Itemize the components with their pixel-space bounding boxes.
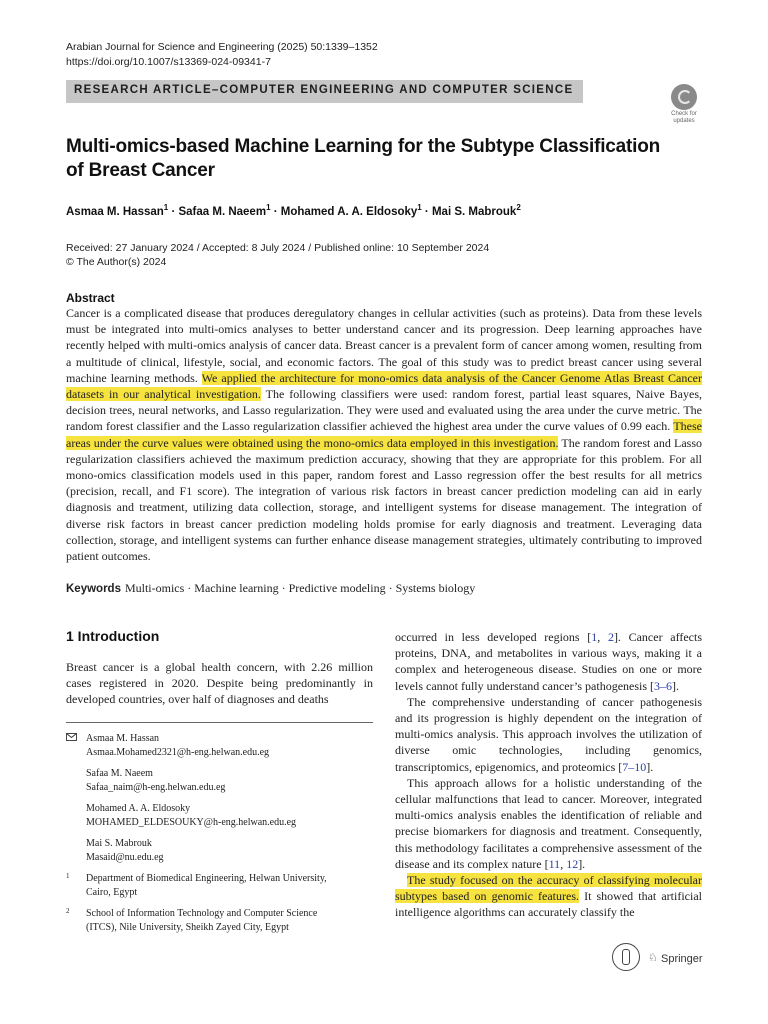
intro-paragraph bbox=[395, 775, 702, 872]
journal-citation: Arabian Journal for Science and Engineering (2025) 50:1339–1352 bbox=[66, 41, 378, 53]
affiliation-line: Department of Biomedical Engineering, Helwan University, bbox=[86, 873, 327, 884]
author-name[interactable]: Safaa M. Naeem bbox=[178, 205, 267, 218]
intro-paragraph: Breast cancer is a global health concern, with 2.26 million cases registered in 2020. Despite being predominantly in developed countries, over half of diagnoses and deaths bbox=[66, 660, 373, 707]
article-type-banner bbox=[66, 80, 583, 103]
author-list bbox=[66, 203, 521, 218]
footnote-divider bbox=[66, 722, 373, 723]
contact-name: Safaa M. Naeem bbox=[86, 768, 153, 779]
contact-email[interactable]: MOHAMED_ELDESOUKY@h-eng.helwan.edu.eg bbox=[86, 816, 297, 828]
journal-header bbox=[66, 40, 378, 70]
section-heading-introduction: 1 Introduction bbox=[66, 628, 160, 644]
paragraph-text: , bbox=[597, 630, 608, 644]
abstract-text: The random forest and Lasso regularization classifiers achieved the maximum prediction accuracy, showing that they are appropriate for this problem. For all mono-omics classification models used in this paper, random forest and Lasso regression offer the best results for all metrics (precision, recall, and F1 score). The integration of various risk factors in breast cancer prediction modeling can aid in early diagnosis and treatment, utilizing data collection, storage, and intelligent systems for disease management. The integration of diverse risk factors in breast cancer prediction modeling holds promise for early diagnosis and treatment. Leveraging data collection, storage, and intelligent systems can further enhance disease management strategies, ultimately contributing to improved patient outcomes. bbox=[66, 435, 702, 564]
highlighted-text: The study focused on the accuracy of classifying molecular subtypes based on genomic features. bbox=[395, 873, 702, 904]
paragraph-text: ]. bbox=[578, 856, 586, 871]
paragraph-text: ]. bbox=[672, 678, 680, 693]
title-line-2: of Breast Cancer bbox=[66, 160, 215, 181]
paragraph-text: The comprehensive understanding of cancer pathogenesis and its progression is highly dependent on the integration of multi-omics analysis. This approach involves the utilization of diverse omic technologies, including genomics, transcriptomics, epigenomics, and proteomics [ bbox=[395, 694, 702, 774]
paragraph-text: ]. bbox=[646, 759, 654, 774]
citation-link[interactable]: 2 bbox=[607, 630, 614, 644]
contact-name: Asmaa M. Hassan bbox=[86, 733, 160, 744]
paragraph-text: This approach allows for a holistic understanding of the cellular malfunctions that lead to cancer. Moreover, integrated multi-omics analysis enables the identification of reliable and precise biomarkers for diagnosis and treatment. Consequently, this methodology facilitates a comprehensive assessment of the disease and its complex nature [ bbox=[395, 775, 702, 871]
citation-link[interactable]: 7–10 bbox=[622, 759, 647, 774]
affiliation-line: (ITCS), Nile University, Sheikh Zayed City, Egypt bbox=[86, 921, 289, 933]
envelope-icon bbox=[66, 733, 77, 741]
contact-entry bbox=[86, 837, 373, 864]
affiliation-number: 2 bbox=[66, 907, 70, 915]
highlighted-text: We applied the architecture for mono-omics data analysis of the Cancer Genome Atlas Breast Cancer datasets in our analytical investigation. bbox=[66, 370, 702, 402]
citation-link[interactable]: 12 bbox=[566, 856, 579, 871]
author-contacts bbox=[66, 732, 373, 942]
author-name[interactable]: Mai S. Mabrouk bbox=[431, 205, 517, 218]
doi-link[interactable]: https://doi.org/10.1007/s13369-024-09341-7 bbox=[66, 56, 271, 68]
author-name[interactable]: Mohamed A. A. Eldosoky bbox=[280, 205, 418, 218]
paper-title bbox=[66, 135, 666, 183]
history-dates: Received: 27 January 2024 / Accepted: 8 July 2024 / Published online: 10 September 2024 bbox=[66, 242, 490, 254]
author-affiliation-mark: 1 bbox=[417, 203, 422, 212]
intro-paragraph bbox=[395, 629, 702, 694]
paragraph-text: occurred in less developed regions [ bbox=[395, 630, 592, 644]
page-ornament-icon bbox=[612, 943, 640, 971]
intro-paragraph bbox=[395, 872, 702, 921]
affiliation-line: Cairo, Egypt bbox=[86, 886, 138, 898]
contact-entry bbox=[86, 767, 373, 794]
publication-dates bbox=[66, 241, 489, 269]
abstract-text: Cancer is a complicated disease that produces deregulatory changes in cellular activities (such as proteins). Data from these levels must be integrated into multi-omics analyses to better understand cancer and its progression. Deep learning approaches have recently helped with multi-omics analysis of cancer data. Breast cancer is a prevalent form of cancer among women, resulting from a multitude of clinical, lifestyle, social, and economic factors. The goal of this study was to predict breast cancer using several machine learning methods. bbox=[66, 306, 702, 385]
contact-entry bbox=[86, 802, 373, 829]
contact-email[interactable]: Asmaa.Mohamed2321@h-eng.helwan.edu.eg bbox=[86, 746, 270, 758]
citation-link[interactable]: 1 bbox=[591, 630, 598, 644]
author-separator: · bbox=[270, 205, 281, 218]
publisher-name: Springer bbox=[661, 953, 703, 965]
contact-name: Mai S. Mabrouk bbox=[86, 838, 152, 849]
paragraph-text: , bbox=[560, 856, 567, 871]
intro-paragraph bbox=[395, 694, 702, 775]
keywords-label: Keywords bbox=[66, 583, 121, 595]
contact-email[interactable]: Masaid@nu.edu.eg bbox=[86, 851, 164, 863]
copyright-line: © The Author(s) 2024 bbox=[66, 256, 167, 268]
abstract-body bbox=[66, 305, 702, 564]
author-name[interactable]: Asmaa M. Hassan bbox=[66, 205, 164, 218]
paragraph-text: It showed that artificial intelligence algorithms can accurately classify the bbox=[395, 889, 702, 920]
highlighted-text: These areas under the curve values were obtained using the mono-omics data employed in this investigation. bbox=[66, 419, 702, 450]
author-separator: · bbox=[168, 205, 179, 218]
check-updates-icon bbox=[671, 84, 697, 110]
contact-name: Mohamed A. A. Eldosoky bbox=[86, 803, 191, 814]
author-separator: · bbox=[421, 205, 432, 218]
check-for-updates-badge[interactable] bbox=[664, 84, 704, 124]
article-type-label: RESEARCH ARTICLE–COMPUTER ENGINEERING AND COMPUTER SCIENCE bbox=[74, 84, 574, 96]
right-column bbox=[395, 629, 702, 921]
affiliation-entry bbox=[66, 907, 373, 934]
affiliation-line: School of Information Technology and Computer Science bbox=[86, 908, 318, 919]
citation-link[interactable]: 11 bbox=[548, 856, 561, 871]
author-affiliation-mark: 1 bbox=[266, 203, 271, 212]
paragraph-text: ]. Cancer affects proteins, DNA, and metabolites in various ways, making it a complex and heterogeneous disease. Studies on one or more levels cannot fully understand cancer’s pathogenesis [ bbox=[395, 630, 702, 693]
contact-email[interactable]: Safaa_naim@h-eng.helwan.edu.eg bbox=[86, 781, 226, 793]
springer-logo bbox=[612, 943, 706, 973]
check-updates-label: Check for updates bbox=[671, 111, 697, 124]
springer-horse-icon: ♘ bbox=[648, 952, 658, 964]
contact-entry bbox=[86, 732, 373, 759]
left-column bbox=[66, 659, 373, 708]
affiliation-number: 1 bbox=[66, 872, 70, 880]
keywords-line bbox=[66, 581, 475, 596]
title-line-1: Multi-omics-based Machine Learning for the Subtype Classification bbox=[66, 136, 661, 157]
abstract-heading: Abstract bbox=[66, 291, 115, 305]
affiliation-entry bbox=[66, 872, 373, 899]
author-affiliation-mark: 1 bbox=[163, 203, 169, 212]
abstract-text: The following classifiers were used: random forest, partial least squares, Naive Bayes, decision trees, neural networks, and Lasso regularization. They were used and evaluated using the area under the curve metric. The random forest classifier and the Lasso regularization classifier achieved the highest area under the curve values of 0.99 each. bbox=[66, 387, 702, 434]
keywords-list: Multi-omics · Machine learning · Predictive modeling · Systems biology bbox=[124, 581, 476, 595]
citation-link[interactable]: 3–6 bbox=[654, 678, 673, 693]
author-affiliation-mark: 2 bbox=[516, 203, 521, 212]
